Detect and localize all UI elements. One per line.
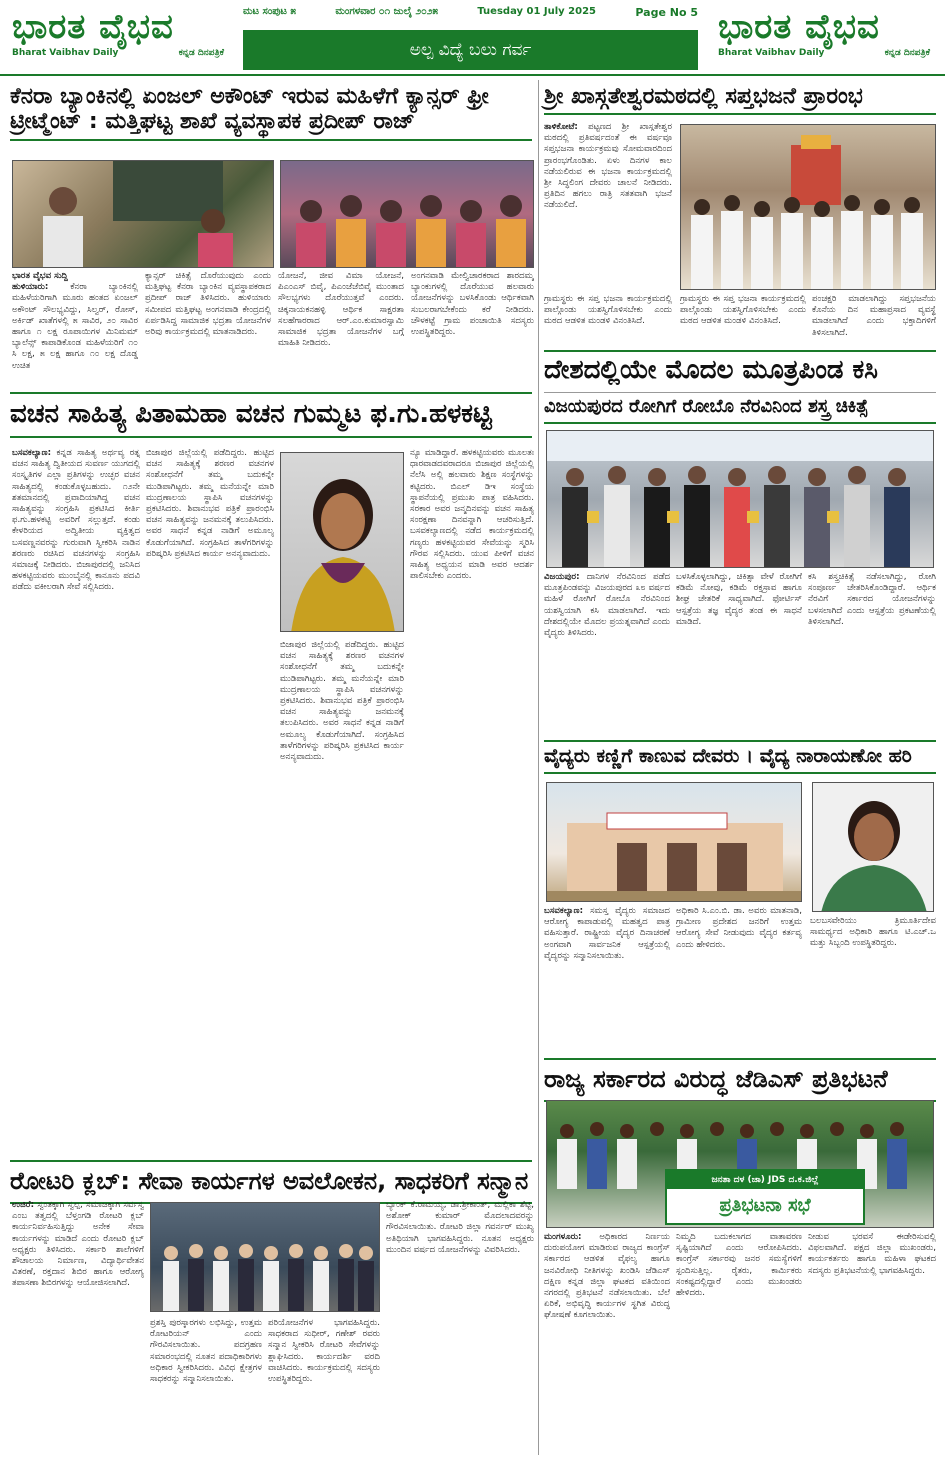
kidney-col-1: [544, 572, 670, 732]
vachana-headline: ವಚನ ಸಾಹಿತ್ಯ ಪಿತಾಮಹಾ ವಚನ ಗುಮ್ಮಟ ಫ.ಗು.ಹಳಕಟ್ಟಿ: [10, 392, 532, 438]
page-number: Page No 5: [635, 6, 698, 19]
kidney-body-3: ಕಸಿ ಶಸ್ತ್ರಚಿಕಿತ್ಸೆ ನಡೆಸಲಾಗಿದ್ದು, ರೋಗಿ ಸಂಪೂರ್ಣ ಚೇತರಿಸಿಕೊಂಡಿದ್ದಾರೆ. ಆರ್ಥಿಕ ನೆರವಿಗೆ ಸರ್ಕಾರದ ಯೋಜನೆಗಳನ್ನು ಬಳಸಲಾಗಿದೆ ಎಂದು ಆಸ್ಪತ್ರೆಯ ಪ್ರಕಟಣೆಯಲ್ಲಿ ತಿಳಿಸಲಾಗಿದೆ.: [808, 572, 936, 627]
canara-photo-2: [280, 160, 534, 268]
doctor-place: ಬಸವಕಲ್ಯಾಣ:: [544, 906, 584, 916]
canara-col-3: [278, 271, 404, 383]
mutt-photo: [680, 124, 936, 290]
mutt-place: ತಾಳಿಕೋಟೆ:: [544, 122, 578, 132]
doctor-col-1: [544, 906, 670, 1051]
masthead-title-right: ಭಾರತ ವೈಭವ: [718, 7, 880, 47]
vachana-portrait-art: [281, 453, 404, 632]
rotary-col-3: [268, 1318, 380, 1455]
canara-headline: ಕೆನರಾ ಬ್ಯಾಂಕಿನಲ್ಲಿ ಏಂಜಲ್ ಅಕೌಂಟ್ ಇರುವ ಮಹಿಳೆಗೆ ಕ್ಯಾನ್ಸರ್ ಫ್ರೀ ಟ್ರೀಟ್ಮೆಂಟ್ : ಮತ್ತಿಘಟ್ಟ ಶಾಖೆ ವ್ಯವಸ್ಥಾಪಕ ಪ್ರದೀಪ್ ರಾಜ್: [10, 84, 532, 141]
rotary-col-4: [386, 1200, 534, 1455]
jds-photo: [546, 1100, 934, 1228]
jds-place: ಮಂಗಳೂರು:: [544, 1232, 582, 1242]
masthead: [0, 0, 945, 76]
jds-col-1: [544, 1232, 670, 1455]
rotary-photo-art: [151, 1203, 380, 1312]
kidney-body-1: ದಾನಿಗಳ ನೆರವಿನಿಂದ ಪಡೆದ ಮೂತ್ರಪಿಂಡವನ್ನು ವಿಜಯಪುರದ ೩೮ ವರ್ಷದ ಮಹಿಳೆ ರೋಗಿಗೆ ರೋಬೊ ನೆರವಿನಿಂದ ಯಶಸ್ವಿಯಾಗಿ ಕಸಿ ಮಾಡಲಾಗಿದೆ. ಇದು ದೇಶದಲ್ಲಿಯೇ ಮೊದಲ ಪ್ರಯತ್ನವಾಗಿದೆ ಎಂದು ವೈದ್ಯರು ತಿಳಿಸಿದರು.: [544, 572, 670, 639]
jds-body-3: ನೀಡುವ ಭರವಸೆ ಈಡೇರಿಸುವಲ್ಲಿ ವಿಫಲವಾಗಿದೆ. ಪಕ್ಷದ ಜಿಲ್ಲಾ ಮುಖಂಡರು, ಕಾರ್ಯಕರ್ತರು ಹಾಗೂ ಮಹಿಳಾ ಘಟಕದ ಸದಸ್ಯರು ಪ್ರತಿಭಟನೆಯಲ್ಲಿ ಭಾಗವಹಿಸಿದ್ದರು.: [808, 1232, 936, 1276]
doctor-col-2: [676, 906, 802, 1051]
canara-body-2: ಕ್ಯಾನ್ಸರ್ ಚಿಕಿತ್ಸೆ ದೊರೆಯುವುದು ಎಂದು ಮತ್ತಿಘಟ್ಟ ಕೆನರಾ ಬ್ಯಾಂಕಿನ ವ್ಯವಸ್ಥಾಪಕರಾದ ಪ್ರದೀಪ್ ರಾಜ್ ತಿಳಿಸಿದರು. ಹುಳಿಯಾರು ಸಮೀಪದ ಮತ್ತಿಘಟ್ಟ ಅಂಗನವಾಡಿ ಕೇಂದ್ರದಲ್ಲಿ ಏರ್ಪಡಿಸಿದ್ದ ಸಾಮಾಜಿಕ ಭದ್ರತಾ ಯೋಜನೆಗಳ ಅರಿವು ಕಾರ್ಯಕ್ರಮದಲ್ಲಿ ಮಾತನಾಡಿದರು.: [145, 271, 271, 338]
vachana-body-1: ಕನ್ನಡ ಸಾಹಿತ್ಯ ಅರ್ಥವ್ಯ ರತ್ನ ವಚನ ಸಾಹಿತ್ಯ ದ್ವಿತೀಯದ ಸುವರ್ಣ ಯುಗದಲ್ಲಿ ಸಂಸ್ಕೃತಿಗಳ ಎಲ್ಲಾ ಪ್ರತಿಗಳನ್ನು ಉಚ್ಛರ ವಚನ ಸಾಹಿತ್ಯದಲ್ಲಿ ಕಂಡುಕೊಳ್ಳಬಹುದು. ೧೨ನೇ ಶತಮಾನದಲ್ಲಿ ಪ್ರವಾದಿಯಾಗಿದ್ದ ವಚನ ಸಾಹಿತ್ಯವನ್ನು ಸಂಗ್ರಹಿಸಿ ಪ್ರಕಟಿಸಿದ ಕೀರ್ತಿ ಫ.ಗು.ಹಳಕಟ್ಟಿ ಅವರಿಗೆ ಸಲ್ಲುತ್ತದೆ. ಕಂಡು ಕೇಳರಿಯದ ಅದ್ವಿತೀಯ ವ್ಯಕ್ತಿತ್ವದ ಬಸವಣ್ಣನವರನ್ನು ಗುರುವಾಗಿ ಸ್ವೀಕರಿಸಿ ನಾಡಿನ ಶರಣರು ರಚಿಸಿದ ವಚನಗಳನ್ನು ಸಂಗ್ರಹಿಸಿ ಸಮಾಜಕ್ಕೆ ನೀಡಿದರು. ಬಿಜಾಪುರದಲ್ಲಿ ಜನಿಸಿದ ಹಳಕಟ್ಟಿಯವರು ಮುಂಬೈನಲ್ಲಿ ಕಾನೂನು ಪದವಿ ಪಡೆದು ವಕೀಲರಾಗಿ ಸೇವೆ ಸಲ್ಲಿಸಿದರು.: [12, 448, 140, 593]
doctor-building-art: [547, 783, 802, 902]
canara-place: ಹುಳಿಯಾರು:: [12, 282, 49, 293]
masthead-kan-sub-right: ಕನ್ನಡ ದಿನಪತ್ರಿಕೆ: [884, 48, 930, 58]
jds-body-1: ಅಧಿಕಾರದ ನಿರ್ಣಯ ದುರುಪಯೋಗ ಮಾಡಿರುವ ರಾಜ್ಯದ ಕಾಂಗ್ರೆಸ್ ಸರ್ಕಾರದ ಆಡಳಿತ ವೈಫಲ್ಯ ಹಾಗೂ ಜನವಿರೋಧಿ ನೀತಿಗಳನ್ನು ಖಂಡಿಸಿ ಜೆಡಿಎಸ್ ದಕ್ಷಿಣ ಕನ್ನಡ ಜಿಲ್ಲಾ ಘಟಕದ ವತಿಯಿಂದ ನಗರದಲ್ಲಿ ಪ್ರತಿಭಟನೆ ನಡೆಸಲಾಯಿತು. ಬೆಲೆ ಏರಿಕೆ, ಅಭಿವೃದ್ಧಿ ಕಾರ್ಯಗಳ ಸ್ಥಗಿತ ವಿರುದ್ಧ ಘೋಷಣೆ ಕೂಗಲಾಯಿತು.: [544, 1232, 670, 1321]
doctor-headline: ವೈದ್ಯರು ಕಣ್ಣಿಗೆ ಕಾಣುವ ದೇವರು । ವೈದ್ಯ ನಾರಾಯಣೋ ಹರಿ: [544, 740, 936, 774]
kidney-col-3: [808, 572, 936, 732]
jds-headline: ರಾಜ್ಯ ಸರ್ಕಾರದ ವಿರುದ್ಧ ಜೆಡಿಎಸ್ ಪ್ರತಿಭಟನೆ: [544, 1058, 936, 1102]
canara-col-4: [411, 271, 534, 383]
issue-info-bar: [243, 6, 698, 26]
mutt-body-2: ಗ್ರಾಮಸ್ಥರು ಈ ಸಪ್ತ ಭಜನಾ ಕಾರ್ಯಕ್ರಮದಲ್ಲಿ ಪಾಲ್ಗೊಂಡು ಯಶಸ್ವಿಗೊಳಿಸಬೇಕು ಎಂದು ಮಠದ ಆಡಳಿತ ಮಂಡಳಿ ವಿನಂತಿಸಿದೆ.: [680, 294, 806, 327]
mutt-col-2: [680, 294, 806, 342]
kidney-col-2: [676, 572, 802, 732]
doctor-body-1: ಸಮಸ್ತ ವೈದ್ಯರು ಸಮಾಜದ ಆರೋಗ್ಯ ಕಾಪಾಡುವಲ್ಲಿ ಮಹತ್ವದ ಪಾತ್ರ ವಹಿಸುತ್ತಾರೆ. ರಾಷ್ಟ್ರೀಯ ವೈದ್ಯರ ದಿನಾಚರಣೆ ಅಂಗವಾಗಿ ಸಾರ್ವಜನಿಕ ಆಸ್ಪತ್ರೆಯಲ್ಲಿ ವೈದ್ಯರನ್ನು ಸನ್ಮಾನಿಸಲಾಯಿತು.: [544, 906, 670, 961]
issue-date-en: Tuesday 01 July 2025: [477, 6, 596, 17]
canara-body-4: ಅಂಗನವಾಡಿ ಮೇಲ್ವಿಚಾರಕರಾದ ಶಾರದಮ್ಮ ಬ್ಯಾಂಕುಗಳಲ್ಲಿ ದೊರೆಯುವ ಹಲವಾರು ಯೋಜನೆಗಳನ್ನು ಬಳಸಿಕೊಂಡು ಆರ್ಥಿಕವಾಗಿ ಸುಬಲರಾಗಬೇಕೆಂದು ಕರೆ ನೀಡಿದರು. ಚೌಳಕಟ್ಟೆ ಗ್ರಾಮ ಪಂಚಾಯಿತಿ ಸದಸ್ಯರು ಉಪಸ್ಥಿತರಿದ್ದರು.: [411, 271, 534, 338]
issue-volume: ಮಟ ಸಂಪುಟ ೫: [243, 6, 297, 17]
vachana-place: ಬಸವಕಲ್ಯಾಣ:: [12, 448, 52, 458]
rotary-headline: ರೋಟರಿ ಕ್ಲಬ್: ಸೇವಾ ಕಾರ್ಯಗಳ ಅವಲೋಕನ, ಸಾಧಕರಿಗೆ ಸನ್ಮಾನ: [10, 1160, 532, 1204]
rotary-col-2: [150, 1318, 262, 1455]
mutt-body-1b: ಗ್ರಾಮಸ್ಥರು ಈ ಸಪ್ತ ಭಜನಾ ಕಾರ್ಯಕ್ರಮದಲ್ಲಿ ಪಾಲ್ಗೊಂಡು ಯಶಸ್ವಿಗೊಳಿಸಬೇಕು ಎಂದು ಮಠದ ಆಡಳಿತ ಮಂಡಳಿ ವಿನಂತಿಸಿದೆ.: [544, 294, 672, 327]
mutt-col-1: [544, 122, 672, 290]
canara-body-1: ಕೆನರಾ ಬ್ಯಾಂಕಿನಲ್ಲಿ ಮಹಿಳೆಯರಿಗಾಗಿ ಮೂರು ಹಂತದ ಏಂಜಲ್ ಅಕೌಂಟ್ ಸೌಲಭ್ಯವಿದ್ದು, ಸಿಲ್ವರ್, ರೋಸ್, ಅರ್ಕಿಡ್ ಖಾತೆಗಳಲ್ಲಿ ೫ ಸಾವಿರ, ೨೦ ಸಾವಿರ ಹಾಗೂ ೧ ಲಕ್ಷ ರೂಪಾಯಿಗಳ ಮಿನಿಮಮ್ ಬ್ಯಾಲೆನ್ಸ್ ಕಾಪಾಡಿಕೊಂಡ ಮಹಿಳೆಯರಿಗೆ ೧೦ ಸಿ ಲಕ್ಷ, ೫ ಲಕ್ಷ ಹಾಗೂ ೧೦ ಲಕ್ಷ ದೊಡ್ಡ ಉಚಿತ: [12, 282, 138, 371]
jds-col-3: [808, 1232, 936, 1455]
masthead-english-left: Bharat Vaibhav Daily: [12, 48, 119, 58]
vachana-portrait-photo: [280, 452, 404, 632]
jds-banner-main: ಪ್ರತಿಭಟನಾ ಸಭೆ: [719, 1195, 811, 1216]
mutt-headline: ಶ್ರೀ ಖಾಸ್ಗತೇಶ್ವರಮಠದಲ್ಲಿ ಸಪ್ತಭಜನೆ ಪ್ರಾರಂಭ: [544, 84, 936, 115]
rotary-body-1: ಸ್ವಂತಕ್ಕಾಗಿ ಸ್ವಲ್ಪ, ಸಮಾಜಕ್ಕಾಗಿ ಸರ್ವಸ್ವ ಎಂಬ ತತ್ವದಲ್ಲಿ ಬೆಳ್ತಂಗಡಿ ರೋಟರಿ ಕ್ಲಬ್ ಕಾರ್ಯನಿರ್ವಹಿಸುತ್ತಿದ್ದು ಅನೇಕ ಸೇವಾ ಕಾರ್ಯಗಳನ್ನು ಮಾಡಿದೆ ಎಂದು ರೋಟರಿ ಕ್ಲಬ್ ಅಧ್ಯಕ್ಷರು ತಿಳಿಸಿದರು. ಸರ್ಕಾರಿ ಶಾಲೆಗಳಿಗೆ ಶೌಚಾಲಯ ನಿರ್ಮಾಣ, ವಿದ್ಯಾರ್ಥಿವೇತನ ವಿತರಣೆ, ರಕ್ತದಾನ ಶಿಬಿರ ಹಾಗೂ ಆರೋಗ್ಯ ತಪಾಸಣಾ ಶಿಬಿರಗಳನ್ನು ಆಯೋಜಿಸಲಾಗಿದೆ.: [12, 1200, 144, 1289]
mutt-body-3: ಪಂಚಕ್ಷರಿ ಮಾಡಲಾಗಿದ್ದು ಸಪ್ತಭಜನೆಯ ಕೊನೆಯ ದಿನ ಮಹಾಪ್ರಸಾದ ವ್ಯವಸ್ಥೆ ಮಾಡಲಾಗಿದೆ ಎಂದು ಭಕ್ತಾದಿಗಳಿಗೆ ತಿಳಿಸಲಾಗಿದೆ.: [812, 294, 936, 338]
canara-photo-1-art: [13, 161, 274, 268]
doctor-building-photo: [546, 782, 802, 902]
rotary-body-4: ಬ್ಯಾಂಕ್ ಕೆ.ರಾಮಯ್ಯ, ಡಾ.ಶ್ರೀಕಾಂತ್, ಮಲ್ಲಿಕಾ ಶೆಟ್ಟಿ, ಅಶೋಕ್ ಕುಮಾರ್ ಮೊದಲಾದವರನ್ನು ಗೌರವಿಸಲಾಯಿತು. ರೋಟರಿ ಜಿಲ್ಲಾ ಗವರ್ನರ್ ಮುಖ್ಯ ಅತಿಥಿಯಾಗಿ ಭಾಗವಹಿಸಿದ್ದರು. ನೂತನ ಅಧ್ಯಕ್ಷರು ಮುಂದಿನ ವರ್ಷದ ಯೋಜನೆಗಳನ್ನು ವಿವರಿಸಿದರು.: [386, 1200, 534, 1255]
tagline: ಅಲ್ಪ ವಿದ್ಯೆ ಬಲು ಗರ್ವ: [243, 30, 698, 70]
masthead-kan-sub-left: ಕನ್ನಡ ದಿನಪತ್ರಿಕೆ: [178, 48, 224, 58]
canara-dateline: ಭಾರತ ವೈಭವ ಸುದ್ದಿ: [12, 271, 68, 281]
doctor-body-2: ಅಧಿಕಾರಿ ಸಿ.ಎಂ.ಬಿ. ಡಾ. ಅವರು ಮಾತನಾಡಿ, ಗ್ರಾಮೀಣ ಪ್ರದೇಶದ ಜನರಿಗೆ ಉತ್ತಮ ಆರೋಗ್ಯ ಸೇವೆ ನೀಡುವುದು ವೈದ್ಯರ ಕರ್ತವ್ಯ ಎಂದು ಹೇಳಿದರು.: [676, 906, 802, 950]
rotary-body-2: ಪ್ರಶಸ್ತಿ ಪುರಸ್ಕಾರಗಳು ಲಭಿಸಿದ್ದು, ಉತ್ತಮ ರೋಟರಿಯನ್ ಎಂದು ಗೌರವಿಸಲಾಯಿತು. ಪದಗ್ರಹಣ ಸಮಾರಂಭದಲ್ಲಿ ನೂತನ ಪದಾಧಿಕಾರಿಗಳು ಅಧಿಕಾರ ಸ್ವೀಕರಿಸಿದರು. ವಿವಿಧ ಕ್ಷೇತ್ರಗಳ ಸಾಧಕರನ್ನು ಸನ್ಮಾನಿಸಲಾಯಿತು.: [150, 1318, 262, 1385]
kidney-photo: [546, 430, 934, 568]
mutt-body-1: ಪಟ್ಟಣದ ಶ್ರೀ ಖಾಸ್ಗತೇಶ್ವರ ಮಠದಲ್ಲಿ ಪ್ರತಿವರ್ಷದಂತೆ ಈ ವರ್ಷವೂ ಸಪ್ತಭಜನಾ ಕಾರ್ಯಕ್ರಮವು ಸೋಮವಾರದಿಂದ ಪ್ರಾರಂಭಗೊಂಡಿತು. ಏಳು ದಿನಗಳ ಕಾಲ ನಡೆಯಲಿರುವ ಈ ಭಜನಾ ಕಾರ್ಯಕ್ರಮದಲ್ಲಿ ಶ್ರೀ ಸಿದ್ಧಲಿಂಗ ದೇವರು ಚಾಲನೆ ನೀಡಿದರು. ಪ್ರತಿದಿನ ಹಗಲು ರಾತ್ರಿ ಸತತವಾಗಿ ಭಜನೆ ನಡೆಯಲಿದೆ.: [544, 122, 672, 211]
issue-date-kn: ಮಂಗಳವಾರ ೦೧ ಜುಲೈ ೨೦೨೫: [335, 6, 438, 17]
canara-col-1: [12, 271, 138, 383]
canara-col-2: [145, 271, 271, 383]
mutt-photo-art: [681, 125, 936, 290]
kidney-photo-art: [547, 431, 934, 568]
canara-body-3: ಯೋಜನೆ, ಜೀವ ವಿಮಾ ಯೋಜನೆ, ಪಿಎಂಎಸ್ ಬಿವೈ, ಪಿಎಂಜೆಜೆಬಿವೈ ಮುಂತಾದ ಸೌಲಭ್ಯಗಳು ದೊರೆಯುತ್ತವೆ ಎಂದರು. ಚಿಕ್ಕನಾಯಕನಹಳ್ಳಿ ಆರ್ಥಿಕ ಸಾಕ್ಷರತಾ ಸಲಹೆಗಾರರಾದ ಆರ್.ಎಂ.ಕುಮಾರಸ್ವಾಮಿ ಸಾಮಾಜಿಕ ಭದ್ರತಾ ಯೋಜನೆಗಳ ಬಗ್ಗೆ ಮಾಹಿತಿ ನೀಡಿದರು.: [278, 271, 404, 349]
doctor-portrait-art: [813, 783, 934, 912]
kidney-headline-1: ದೇಶದಲ್ಲಿಯೇ ಮೊದಲ ಮೂತ್ರಪಿಂಡ ಕಸಿ: [544, 350, 936, 386]
jds-banner-top: ಜನತಾ ದಳ (ಜಾ) JDS ದ.ಕ.ಜಿಲ್ಲೆ: [667, 1171, 863, 1189]
vachana-col-1: [12, 448, 140, 1150]
jds-col-2: [676, 1232, 802, 1455]
jds-banner: [665, 1169, 865, 1225]
logo-left: [12, 6, 224, 70]
vachana-body-3: ನ್ಯೂ ಮಾಡಿದ್ದಾರೆ. ಹಳಕಟ್ಟಿಯವರು ಮೂಲತಃ ಧಾರವಾಡದವರಾದರೂ ಬಿಜಾಪುರ ಜಿಲ್ಲೆಯಲ್ಲಿ ನೆಲೆಸಿ ಅಲ್ಲಿ ಹಲವಾರು ಶಿಕ್ಷಣ ಸಂಸ್ಥೆಗಳನ್ನು ಕಟ್ಟಿದರು. ಬಿಎಲ್ ಡಿಇ ಸಂಸ್ಥೆಯ ಸ್ಥಾಪನೆಯಲ್ಲಿ ಪ್ರಮುಖ ಪಾತ್ರ ವಹಿಸಿದರು. ಸರಕಾರ ಅವರ ಜನ್ಮದಿನವನ್ನು ವಚನ ಸಾಹಿತ್ಯ ಸಂರಕ್ಷಣಾ ದಿನವನ್ನಾಗಿ ಆಚರಿಸುತ್ತಿದೆ. ಬಸವಕಲ್ಯಾಣದಲ್ಲಿ ನಡೆದ ಕಾರ್ಯಕ್ರಮದಲ್ಲಿ ಗಣ್ಯರು ಹಳಕಟ್ಟಿಯವರ ಸೇವೆಯನ್ನು ಸ್ಮರಿಸಿ ಗೌರವ ಸಲ್ಲಿಸಿದರು. ಯುವ ಪೀಳಿಗೆ ವಚನ ಸಾಹಿತ್ಯ ಅಧ್ಯಯನ ಮಾಡಿ ಅವರ ಆದರ್ಶ ಪಾಲಿಸಬೇಕು ಎಂದರು.: [410, 448, 534, 582]
column-divider: [538, 80, 539, 1455]
vachana-body-2: ಬಿಜಾಪುರ ಜಿಲ್ಲೆಯಲ್ಲಿ ಪಡೆದಿದ್ದರು. ಹುಟ್ಟಿದ ವಚನ ಸಾಹಿತ್ಯಕ್ಕೆ ಶರಣರ ವಚನಗಳ ಸಂಶೋಧನೆಗೆ ತಮ್ಮ ಬದುಕನ್ನೇ ಮುಡಿಪಾಗಿಟ್ಟರು. ತಮ್ಮ ಮನೆಯನ್ನೇ ಮಾರಿ ಮುದ್ರಣಾಲಯ ಸ್ಥಾಪಿಸಿ ವಚನಗಳನ್ನು ಪ್ರಕಟಿಸಿದರು. ಶಿವಾನುಭವ ಪತ್ರಿಕೆ ಪ್ರಾರಂಭಿಸಿ ವಚನ ಸಾಹಿತ್ಯವನ್ನು ಜನಮನಕ್ಕೆ ತಲುಪಿಸಿದರು. ಅವರ ಸಾಧನೆ ಕನ್ನಡ ನಾಡಿಗೆ ಅಮೂಲ್ಯ ಕೊಡುಗೆಯಾಗಿದೆ. ಸಂಗ್ರಹಿಸಿದ ತಾಳೆಗರಿಗಳನ್ನು ಪರಿಷ್ಕರಿಸಿ ಪ್ರಕಟಿಸಿದ ಕಾರ್ಯ ಅನನ್ಯವಾದುದು.: [146, 448, 274, 559]
masthead-english-right: Bharat Vaibhav Daily: [718, 48, 825, 58]
vachana-col-2: [146, 448, 274, 1150]
canara-photo-2-art: [281, 161, 534, 268]
vachana-col-4: [410, 448, 534, 1150]
vachana-body-3a: ಬಿಜಾಪುರ ಜಿಲ್ಲೆಯಲ್ಲಿ ಪಡೆದಿದ್ದರು. ಹುಟ್ಟಿದ ವಚನ ಸಾಹಿತ್ಯಕ್ಕೆ ಶರಣರ ವಚನಗಳ ಸಂಶೋಧನೆಗೆ ತಮ್ಮ ಬದುಕನ್ನೇ ಮುಡಿಪಾಗಿಟ್ಟರು. ತಮ್ಮ ಮನೆಯನ್ನೇ ಮಾರಿ ಮುದ್ರಣಾಲಯ ಸ್ಥಾಪಿಸಿ ವಚನಗಳನ್ನು ಪ್ರಕಟಿಸಿದರು. ಶಿವಾನುಭವ ಪತ್ರಿಕೆ ಪ್ರಾರಂಭಿಸಿ ವಚನ ಸಾಹಿತ್ಯವನ್ನು ಜನಮನಕ್ಕೆ ತಲುಪಿಸಿದರು. ಅವರ ಸಾಧನೆ ಕನ್ನಡ ನಾಡಿಗೆ ಅಮೂಲ್ಯ ಕೊಡುಗೆಯಾಗಿದೆ. ಸಂಗ್ರಹಿಸಿದ ತಾಳೆಗರಿಗಳನ್ನು ಪರಿಷ್ಕರಿಸಿ ಪ್ರಕಟಿಸಿದ ಕಾರ್ಯ ಅನನ್ಯವಾದುದು.: [280, 640, 404, 763]
rotary-photo: [150, 1202, 380, 1312]
doctor-portrait-photo: [812, 782, 934, 912]
doctor-body-3: ಬಲಬಸವೇರಿಯು ತ್ರಿಮೂರ್ತಿದೇವ ಸಾಮರ್ಥ್ಯದ ಅಧಿಕಾರಿ ಹಾಗೂ ಟಿ.ಎಚ್.ಒ ಮತ್ತು ಸಿಬ್ಬಂದಿ ಉಪಸ್ಥಿತರಿದ್ದರು.: [810, 916, 936, 949]
jds-body-2: ನಿಮ್ಮದಿ ಬದುಕಲಾಗದ ವಾತಾವರಣ ಸೃಷ್ಟಿಯಾಗಿದೆ ಎಂದು ಆರೋಪಿಸಿದರು. ಕಾಂಗ್ರೆಸ್ ಸರ್ಕಾರವು ಜನರ ಸಮಸ್ಯೆಗಳಿಗೆ ಸ್ಪಂದಿಸುತ್ತಿಲ್ಲ. ರೈತರು, ಕಾರ್ಮಿಕರು ಸಂಕಷ್ಟದಲ್ಲಿದ್ದಾರೆ ಎಂದು ಮುಖಂಡರು ಹೇಳಿದರು.: [676, 1232, 802, 1299]
doctor-col-3: [810, 916, 936, 1051]
canara-photo-1: [12, 160, 274, 268]
kidney-body-2: ಬಳಸಿಕೊಳ್ಳಲಾಗಿದ್ದು, ಚಿಕಿತ್ಸಾ ವೇಳೆ ರೋಗಿಗೆ ಕಡಿಮೆ ನೋವು, ಕಡಿಮೆ ರಕ್ತಸ್ರಾವ ಹಾಗೂ ಶೀಘ್ರ ಚೇತರಿಕೆ ಸಾಧ್ಯವಾಗಿದೆ. ಫೋರ್ಟಿಸ್ ಆಸ್ಪತ್ರೆಯ ತಜ್ಞ ವೈದ್ಯರ ತಂಡ ಈ ಸಾಧನೆ ಮಾಡಿದೆ.: [676, 572, 802, 627]
mutt-col-1b: [544, 294, 672, 342]
rotary-place: ಉಜಿರೆ:: [12, 1200, 35, 1210]
kidney-headline-2: ವಿಜಯಪುರದ ರೋಗಿಗೆ ರೋಬೊ ನೆರವಿನಿಂದ ಶಸ್ತ್ರ ಚಿಕಿತ್ಸೆ: [544, 392, 936, 424]
logo-right: [718, 6, 930, 70]
masthead-title-left: ಭಾರತ ವೈಭವ: [12, 7, 174, 47]
vachana-col-3: [280, 640, 404, 1150]
mutt-col-3: [812, 294, 936, 342]
rotary-body-3: ಪರಿಯೋಜನೆಗಳ ಭಾಗವಹಿಸಿದ್ದರು. ಸಾಧಕರಾದ ಸುಧೀರ್, ಗಣೇಶ್ ರವರು ಸನ್ಮಾನ ಸ್ವೀಕರಿಸಿ ರೋಟರಿ ಸೇವೆಗಳನ್ನು ಶ್ಲಾಘಿಸಿದರು. ಕಾರ್ಯದರ್ಶಿ ವರದಿ ವಾಚಿಸಿದರು. ಕಾರ್ಯಕ್ರಮದಲ್ಲಿ ಸದಸ್ಯರು ಉಪಸ್ಥಿತರಿದ್ದರು.: [268, 1318, 380, 1385]
kidney-place: ವಿಜಯಪುರ:: [544, 572, 580, 582]
rotary-col-1: [12, 1200, 144, 1455]
